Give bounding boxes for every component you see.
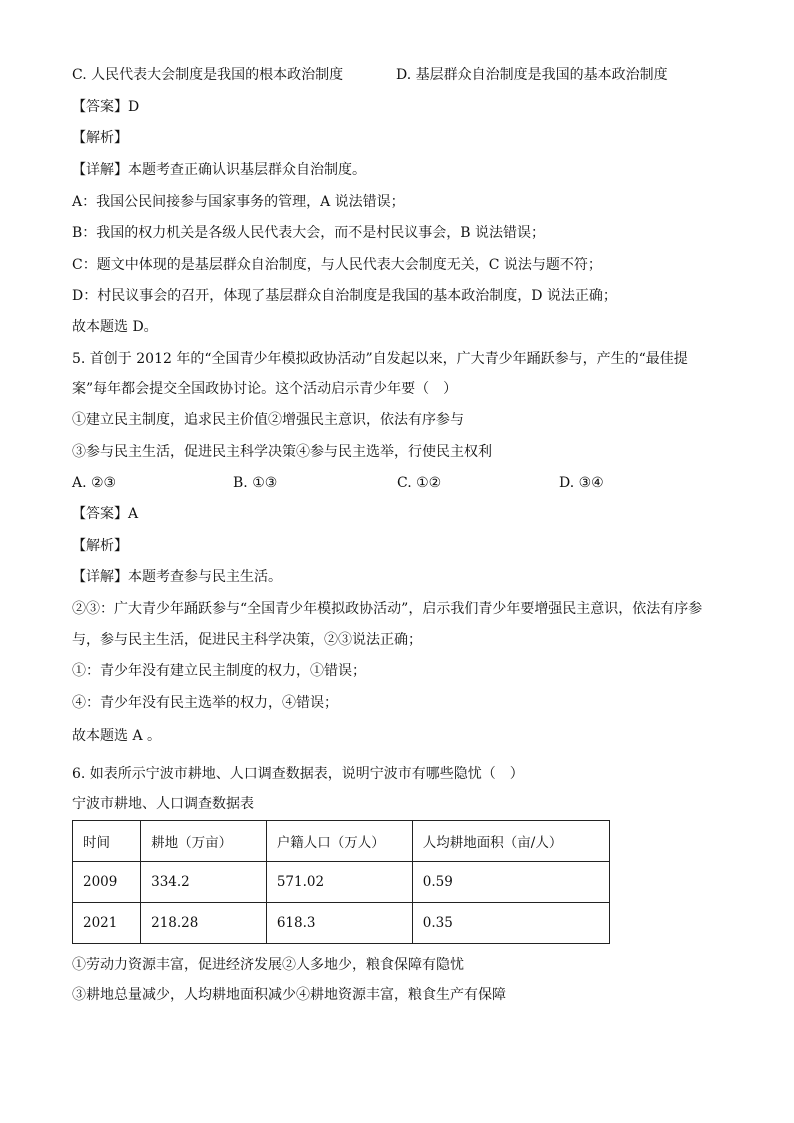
table-row <box>73 903 610 944</box>
q6-data-table <box>72 820 610 944</box>
q5-explanation-line3: ①：青少年没有建立民主制度的权力，①错误； <box>72 663 366 679</box>
table-cell: 2009 <box>73 862 141 903</box>
q5-option-d: D. ③④ <box>559 475 604 491</box>
q5-explanation-line1: ②③：广大青少年踊跃参与“全国青少年模拟政协活动”，启示我们青少年要增强民主意识，依法有序参 <box>72 601 703 617</box>
q4-detail: 【详解】本题考查正确认识基层群众自治制度。 <box>72 162 366 178</box>
q5-analysis-label: 【解析】 <box>72 538 128 554</box>
table-cell: 334.2 <box>141 862 267 903</box>
q6-stem: 6. 如表所示宁波市耕地、人口调查数据表，说明宁波市有哪些隐忧（ ） <box>72 766 524 782</box>
q6-table-title: 宁波市耕地、人口调查数据表 <box>72 796 254 812</box>
q4-option-c: C. 人民代表大会制度是我国的根本政治制度 <box>72 67 344 83</box>
table-header-row <box>73 821 610 862</box>
q5-explanation-line4: ④：青少年没有民主选举的权力，④错误； <box>72 695 338 711</box>
q5-stem-line1: 5. 首创于 2012 年的“全国青少年模拟政协活动”自发起以来，广大青少年踊跃参与，产生的“最佳提 <box>72 351 688 367</box>
table-cell: 571.02 <box>266 862 412 903</box>
table-cell: 0.59 <box>412 862 609 903</box>
q5-choice-line2: ③参与民主生活，促进民主科学决策④参与民主选举，行使民主权利 <box>72 444 492 460</box>
q5-choice-line1: ①建立民主制度，追求民主价值②增强民主意识，依法有序参与 <box>72 412 464 428</box>
q5-answer: 【答案】A <box>72 506 139 522</box>
q5-option-c: C. ①② <box>397 475 442 491</box>
q5-option-b: B. ①③ <box>233 475 278 491</box>
q6-choice-line1: ①劳动力资源丰富，促进经济发展②人多地少，粮食保障有隐忧 <box>72 957 464 973</box>
table-header-cell: 户籍人口（万人） <box>266 821 412 862</box>
table-header-cell: 耕地（万亩） <box>141 821 267 862</box>
q5-detail: 【详解】本题考查参与民主生活。 <box>72 569 282 585</box>
q4-explanation-a: A：我国公民间接参与国家事务的管理，A 说法错误； <box>72 194 405 210</box>
table-cell: 618.3 <box>266 903 412 944</box>
table-cell: 2021 <box>73 903 141 944</box>
q4-option-d: D. 基层群众自治制度是我国的基本政治制度 <box>396 67 668 83</box>
q4-answer: 【答案】D <box>72 99 140 115</box>
q5-option-a: A. ②③ <box>72 475 117 491</box>
table-header-cell: 人均耕地面积（亩/人） <box>412 821 609 862</box>
table-row <box>73 862 610 903</box>
q5-conclusion: 故本题选 A 。 <box>72 728 162 744</box>
table-cell: 218.28 <box>141 903 267 944</box>
q5-stem-line2: 案”每年都会提交全国政协讨论。这个活动启示青少年要（ ） <box>72 381 458 397</box>
q4-analysis-label: 【解析】 <box>72 130 128 146</box>
q4-explanation-b: B：我国的权力机关是各级人民代表大会，而不是村民议事会，B 说法错误； <box>72 225 546 241</box>
q5-explanation-line2: 与，参与民主生活，促进民主科学决策，②③说法正确； <box>72 632 422 648</box>
table-header-cell: 时间 <box>73 821 141 862</box>
q4-explanation-d: D：村民议事会的召开，体现了基层群众自治制度是我国的基本政治制度，D 说法正确； <box>72 288 617 304</box>
q6-choice-line2: ③耕地总量减少，人均耕地面积减少④耕地资源丰富，粮食生产有保障 <box>72 987 506 1003</box>
q4-explanation-c: C：题文中体现的是基层群众自治制度，与人民代表大会制度无关，C 说法与题不符； <box>72 257 602 273</box>
q4-conclusion: 故本题选 D。 <box>72 319 158 335</box>
table-cell: 0.35 <box>412 903 609 944</box>
